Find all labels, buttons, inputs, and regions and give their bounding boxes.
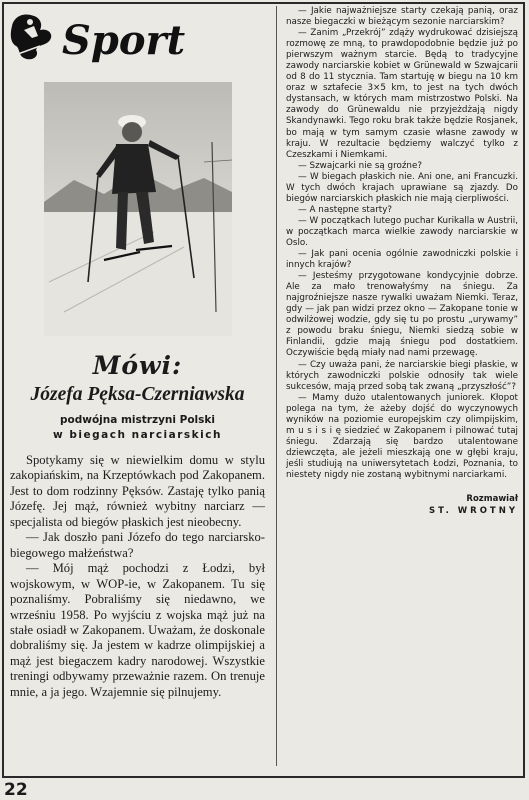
byline-author: ST. WROTNY — [428, 506, 518, 517]
article-paragraph: — Mamy dużo utalentowanych juniorek. Kłopot polega na tym, że ażeby dojść do wyczynowych wyników na poziomie europejskim czy olimpijskim, m u s i s i ę siedzieć w Zakopanem i pilnować tutaj śniegu. Zdarzają się bardzo utalentowane dziewczęta, ale jeżeli mieszkają one w głębi kraju, jeśli studiują na uniwersytetach Łodzi, Poznania, to niestety nigdy nie zostaną wybitnymi narciarkami. — [286, 392, 518, 480]
sport-logo-graphic — [10, 8, 240, 68]
article-paragraph: — W biegach płaskich nie. Ani one, ani Francuzki. W tych dwóch krajach uprawiane są zjazdy. Do biegów narciarskich płaskich nie mają cierpliwości. — [286, 171, 518, 204]
right-article-body — [286, 6, 518, 481]
article-paragraph: — Jak pani ocenia ogólnie zawodniczki polskie i innych krajów? — [286, 249, 518, 271]
left-column — [10, 8, 265, 700]
article-paragraph: — W początkach lutego puchar Kurikalla w Austrii, w początkach marca wielkie zawody narciarskie w Oslo. — [286, 215, 519, 248]
article-paragraph: — Jakie najważniejsze starty czekają panią, oraz nasze biegaczki w bieżącym sezonie narciarskim? — [286, 6, 518, 28]
article-paragraph: — Jak doszło pani Józefo do tego narciarsko-biegowego małżeństwa? — [10, 530, 265, 560]
skier-photo-image — [44, 82, 232, 336]
article-paragraph: — Zanim „Przekrój” zdąży wydrukować dzisiejszą rozmowę ze mną, to prawdopodobnie będzie już po pierwszym ważnym starcie. Będą to tradycyjne zawody narciarskie kobiet w Grünewald w Szwajcarii od 8 do 11 stycznia. Tam startuję w biegu na 10 km oraz w sztafecie 3×5 km, to jest na tych dwóch dystansach, w których mam mistrzostwo Polski. Na zawody do Grünewaldu nie przyjeżdżają nigdy Skandynawki. Tego roku brak także będzie Rosjanek, bo mają w tym samym czasie własne zawody w kraju. W rezultacie będziemy walczyć tylko z Czeszkami i Niemkami. — [286, 28, 518, 160]
column-divider — [276, 6, 277, 766]
page-number: 22 — [4, 780, 28, 800]
article-paragraph: — Szwajcarki nie są groźne? — [298, 160, 422, 171]
article-paragraph: Spotykamy się w niewielkim domu w stylu zakopiańskim, na Krzeptówkach pod Zakopanem. Jest to dom rodzinny Pęksów. Zastaję tylko panią Józefę. Jej mąż, również wybitny narciarz — specjalista od biegów płaskich jest nieobecny. — [10, 453, 265, 529]
subtitle-line-1: podwójna mistrzyni Polski — [60, 414, 215, 426]
interviewee-name: Józefa Pęksa-Czerniawska — [30, 384, 245, 405]
article-paragraph: — Czy uważa pani, że narciarskie biegi płaskie, w których zawodniczki polskie odnosiły tak wiele sukcesów, mają przed sobą tak zwaną „przyszłość”? — [286, 359, 518, 392]
sport-logo — [10, 8, 265, 66]
interview-heading: Mówi: — [92, 351, 183, 380]
article-paragraph: — Jesteśmy przygotowane kondycyjnie dobrze. Ale za mało trenowałyśmy na śniegu. Za najgroźniejsze nasze rywalki uważam Niemki. Teraz, gdy — jak pan widzi przez okno — Zakopane tonie w odwilżowej wodzie, gdy się tu po prostu „urywamy” z powodu braku śniegu, Niemki siedzą sobie w Finlandii, gdzie mają śniegu pod dostatkiem. Oczywiście będą miały nad nami przewagę. — [286, 271, 518, 359]
sport-logo-text: Sport — [62, 17, 186, 64]
article-paragraph: — A następne starty? — [298, 204, 393, 215]
left-article-body — [10, 453, 265, 700]
skier-photo — [44, 82, 232, 336]
article-paragraph: — Mój mąż pochodzi z Łodzi, był wojskowym, w WOP-ie, w Zakopanem. Tu się poznaliśmy. Pobraliśmy się niedawno, we wrześniu 1958. Po wyjściu z wojska mąż już na stałe osiadł w Zakopanem. Uważam, że doskonale dobraliśmy się. Ja jestem w kadrze olimpijskiej a mąż jest biegaczem kadry narodowej. Wszystkie treningi odbywamy przeważnie razem. On trenuje mnie, a ja jego. Wzajemnie się pilnujemy. — [10, 561, 265, 699]
right-column — [286, 6, 518, 517]
interviewee-subtitle — [10, 413, 265, 443]
subtitle-line-2: w biegach narciarskich — [53, 429, 222, 441]
byline — [286, 493, 518, 517]
byline-label: Rozmawiał — [466, 494, 518, 505]
